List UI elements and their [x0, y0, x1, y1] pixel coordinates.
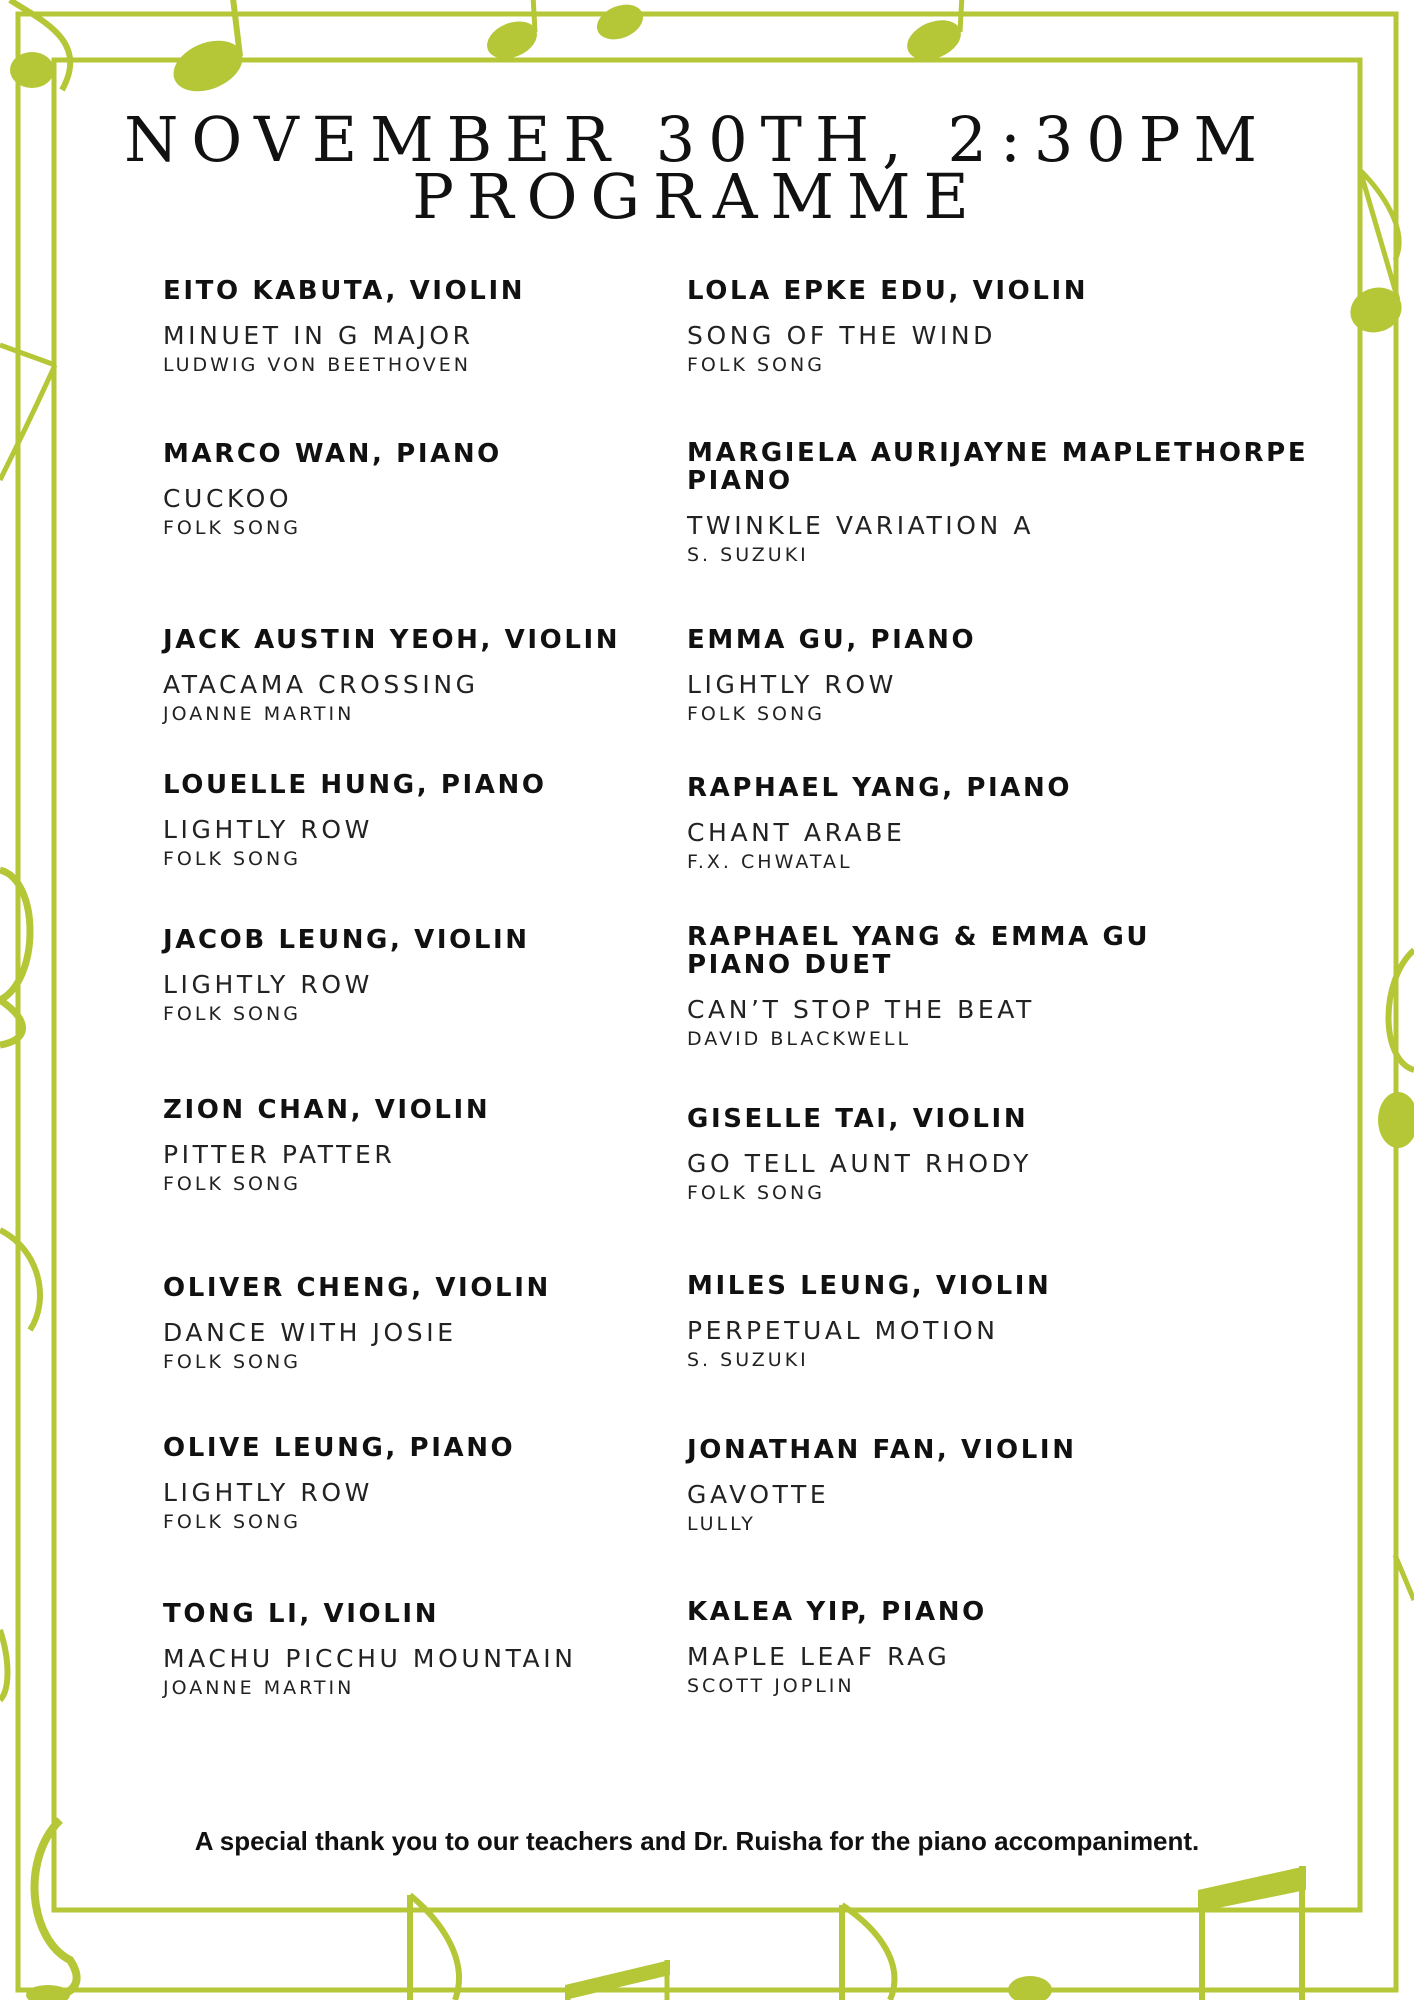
- performer-name: LOLA EPKE EDU, VIOLIN: [687, 276, 1089, 306]
- composer-name: DAVID BLACKWELL: [687, 1028, 912, 1050]
- beamed-notes-icon: [1198, 1866, 1306, 2000]
- performer-name: OLIVER CHENG, VIOLIN: [163, 1273, 551, 1303]
- programme-entry: [687, 1105, 1327, 1205]
- piece-title: TWINKLE VARIATION A: [687, 511, 1035, 540]
- piece-title: LIGHTLY ROW: [163, 970, 373, 999]
- composer-name: S. SUZUKI: [687, 1349, 809, 1371]
- composer-name: FOLK SONG: [163, 1173, 301, 1195]
- composer-name: JOANNE MARTIN: [163, 1677, 355, 1699]
- music-note-icon: [482, 0, 543, 66]
- thank-you-note: A special thank you to our teachers and Dr. Ruisha for the piano accompaniment.: [194, 1826, 1200, 1856]
- music-note-icon: [1008, 1976, 1052, 2000]
- piece-title: PERPETUAL MOTION: [687, 1316, 999, 1345]
- performer-name: TONG LI, VIOLIN: [163, 1599, 440, 1629]
- programme-entry: [687, 277, 1327, 377]
- composer-name: LUDWIG VON BEETHOVEN: [163, 354, 471, 376]
- programme-entry: [687, 1598, 1327, 1698]
- performer-name: RAPHAEL YANG & EMMA GU: [687, 922, 1151, 952]
- performer-instrument: PIANO DUET: [687, 950, 893, 980]
- composer-name: FOLK SONG: [687, 703, 825, 725]
- programme-entry: [687, 626, 1327, 726]
- composer-name: LULLY: [687, 1513, 756, 1535]
- piece-title: PITTER PATTER: [163, 1140, 396, 1169]
- composer-name: F.X. CHWATAL: [687, 851, 853, 873]
- programme-entry: [687, 1436, 1327, 1536]
- programme-entry: [687, 923, 1327, 1051]
- piece-title: LIGHTLY ROW: [163, 1478, 373, 1507]
- performer-name: EMMA GU, PIANO: [687, 625, 977, 655]
- composer-name: FOLK SONG: [163, 1511, 301, 1533]
- treble-clef-icon: [0, 1630, 8, 1700]
- piece-title: MACHU PICCHU MOUNTAIN: [163, 1644, 577, 1673]
- piece-title: LIGHTLY ROW: [163, 815, 373, 844]
- performer-name: MARGIELA AURIJAYNE MAPLETHORPE: [687, 438, 1309, 468]
- page-subtitle: PROGRAMME: [412, 160, 982, 233]
- performer-name: EITO KABUTA, VIOLIN: [163, 276, 526, 306]
- music-note-icon: [901, 0, 966, 67]
- performer-name: LOUELLE HUNG, PIANO: [163, 770, 547, 800]
- performer-name: OLIVE LEUNG, PIANO: [163, 1433, 516, 1463]
- composer-name: SCOTT JOPLIN: [687, 1675, 855, 1697]
- piece-title: CAN’T STOP THE BEAT: [687, 995, 1035, 1024]
- programme-entry: [687, 774, 1327, 874]
- performer-name: MARCO WAN, PIANO: [163, 439, 502, 469]
- composer-name: FOLK SONG: [163, 1351, 301, 1373]
- treble-clef-icon: [0, 870, 30, 1045]
- performer-name: JONATHAN FAN, VIOLIN: [687, 1435, 1077, 1465]
- programme-entry: [687, 439, 1327, 567]
- music-note-icon: [842, 1905, 894, 2000]
- composer-name: FOLK SONG: [163, 517, 301, 539]
- composer-name: FOLK SONG: [163, 848, 301, 870]
- piece-title: ATACAMA CROSSING: [163, 670, 479, 699]
- music-note-icon: [592, 0, 648, 46]
- composer-name: FOLK SONG: [687, 1182, 825, 1204]
- piece-title: MAPLE LEAF RAG: [687, 1642, 951, 1671]
- piece-title: DANCE WITH JOSIE: [163, 1318, 457, 1347]
- composer-name: FOLK SONG: [163, 1003, 301, 1025]
- piece-title: LIGHTLY ROW: [687, 670, 897, 699]
- piece-title: GO TELL AUNT RHODY: [687, 1149, 1032, 1178]
- piece-title: MINUET IN G MAJOR: [163, 321, 474, 350]
- page-title: NOVEMBER 30TH, 2:30PM: [124, 103, 1270, 176]
- treble-clef-icon: [0, 345, 55, 480]
- performer-name: JACK AUSTIN YEOH, VIOLIN: [163, 625, 621, 655]
- performer-name: JACOB LEUNG, VIOLIN: [163, 925, 530, 955]
- programme-entry: [687, 1272, 1327, 1372]
- composer-name: S. SUZUKI: [687, 544, 809, 566]
- performer-name: KALEA YIP, PIANO: [687, 1597, 987, 1627]
- piece-title: CUCKOO: [163, 484, 293, 513]
- treble-clef-icon: [1378, 950, 1414, 1148]
- performer-name: RAPHAEL YANG, PIANO: [687, 773, 1073, 803]
- composer-name: JOANNE MARTIN: [163, 703, 355, 725]
- performer-instrument: PIANO: [687, 466, 793, 496]
- beamed-notes-icon: [565, 1960, 670, 2000]
- piece-title: SONG OF THE WIND: [687, 321, 997, 350]
- performer-name: MILES LEUNG, VIOLIN: [687, 1271, 1052, 1301]
- composer-name: FOLK SONG: [687, 354, 825, 376]
- piece-title: GAVOTTE: [687, 1480, 830, 1509]
- performer-name: GISELLE TAI, VIOLIN: [687, 1104, 1029, 1134]
- performer-name: ZION CHAN, VIOLIN: [163, 1095, 491, 1125]
- piece-title: CHANT ARABE: [687, 818, 906, 847]
